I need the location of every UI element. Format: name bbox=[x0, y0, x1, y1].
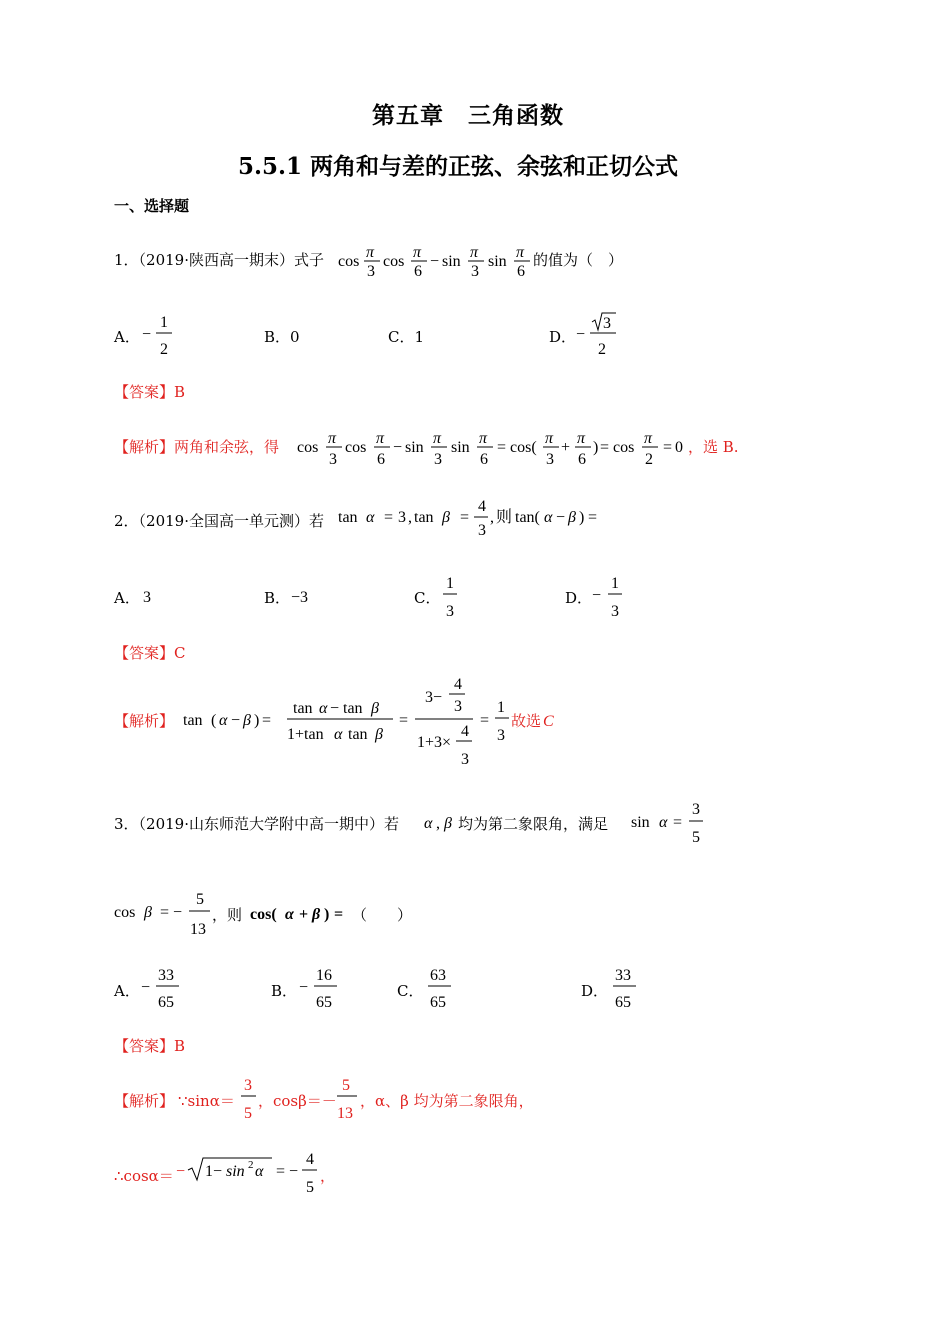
svg-text:+: + bbox=[561, 439, 571, 456]
q3-line2-mid: ，则 bbox=[212, 906, 243, 924]
svg-text:=: = bbox=[673, 814, 683, 831]
svg-text:33: 33 bbox=[158, 967, 174, 984]
q3-analysis-line2-end: ， bbox=[320, 1167, 336, 1185]
svg-text:2: 2 bbox=[248, 1159, 254, 1171]
svg-text:3: 3 bbox=[329, 451, 337, 468]
svg-text:β: β bbox=[371, 700, 379, 717]
svg-text:): ) bbox=[593, 439, 599, 456]
svg-text:−: − bbox=[141, 979, 151, 996]
svg-text:−: − bbox=[176, 1163, 186, 1180]
svg-text:4: 4 bbox=[478, 498, 486, 515]
svg-text:π: π bbox=[516, 244, 525, 261]
svg-text:−3: −3 bbox=[291, 589, 309, 606]
svg-text:sin: sin bbox=[226, 1163, 245, 1180]
svg-text:6: 6 bbox=[414, 263, 422, 280]
svg-text:5: 5 bbox=[196, 891, 204, 908]
svg-text:3: 3 bbox=[471, 263, 479, 280]
svg-text:=: = bbox=[384, 509, 394, 526]
svg-text:tan(: tan( bbox=[515, 509, 540, 526]
svg-text:=: = bbox=[276, 1163, 286, 1180]
q1-option-a: A． bbox=[114, 328, 140, 346]
svg-text:33: 33 bbox=[615, 967, 631, 984]
svg-text:65: 65 bbox=[615, 994, 631, 1011]
svg-text:5: 5 bbox=[342, 1077, 350, 1094]
svg-text:tan: tan bbox=[414, 509, 434, 526]
q1-analysis-end: ，选 B. bbox=[688, 438, 739, 456]
svg-text:tan: tan bbox=[343, 700, 363, 717]
q2-option-a: A． bbox=[114, 589, 140, 607]
svg-text:6: 6 bbox=[578, 451, 586, 468]
q1-analysis-label: 【解析】两角和余弦，得 bbox=[114, 438, 280, 456]
svg-text:tan: tan bbox=[348, 726, 368, 743]
svg-text:β: β bbox=[144, 904, 152, 921]
svg-text:1+tan: 1+tan bbox=[287, 726, 324, 743]
svg-text:65: 65 bbox=[158, 994, 174, 1011]
svg-text:=: = bbox=[460, 509, 470, 526]
svg-text:3: 3 bbox=[478, 522, 486, 539]
q3-option-b: B． bbox=[271, 982, 298, 1000]
q2-analysis-end: 故选 bbox=[511, 712, 542, 730]
svg-text:cos: cos bbox=[297, 439, 319, 456]
q1-option-c: C．1 bbox=[388, 328, 425, 346]
svg-text:=: = bbox=[262, 712, 272, 729]
svg-text:−: − bbox=[299, 979, 309, 996]
svg-text:65: 65 bbox=[316, 994, 332, 1011]
svg-text:tan: tan bbox=[183, 712, 203, 729]
q1-expression bbox=[338, 240, 538, 280]
q3-option-a-math bbox=[141, 962, 187, 1014]
svg-text:则: 则 bbox=[496, 509, 513, 526]
svg-text:sin: sin bbox=[488, 253, 507, 270]
svg-text:−: − bbox=[142, 326, 152, 343]
svg-text:): ) bbox=[254, 712, 260, 729]
q2-analysis-end-math bbox=[543, 708, 563, 732]
svg-text:sin: sin bbox=[451, 439, 470, 456]
svg-text:π: π bbox=[328, 430, 337, 447]
q2-answer: 【答案】C bbox=[114, 644, 186, 662]
svg-text:α: α bbox=[659, 814, 668, 831]
svg-text:π: π bbox=[545, 430, 554, 447]
svg-text:−: − bbox=[576, 326, 586, 343]
svg-text:=: = bbox=[480, 712, 490, 729]
svg-text:): ) bbox=[579, 509, 585, 526]
svg-text:α: α bbox=[319, 700, 328, 717]
svg-text:3: 3 bbox=[461, 751, 469, 768]
svg-text:α: α bbox=[255, 1163, 264, 1180]
svg-text:,: , bbox=[436, 815, 440, 832]
q1-option-d: D． bbox=[549, 328, 577, 346]
svg-text:,: , bbox=[408, 509, 412, 526]
svg-text:=: = bbox=[334, 906, 344, 923]
svg-text:β: β bbox=[375, 726, 383, 743]
q2-analysis-label: 【解析】 bbox=[114, 712, 175, 730]
svg-text:3: 3 bbox=[497, 727, 505, 744]
q1-option-b: B．0 bbox=[264, 328, 300, 346]
svg-text:π: π bbox=[433, 430, 442, 447]
svg-text:3−: 3− bbox=[425, 689, 443, 706]
section-label: 一、选择题 bbox=[114, 197, 190, 215]
svg-text:β: β bbox=[442, 509, 450, 526]
q3-cos-math bbox=[114, 886, 224, 940]
q3-analysis-b: ，cosβ＝－ bbox=[258, 1092, 337, 1110]
svg-text:3: 3 bbox=[692, 801, 700, 818]
svg-text:cos: cos bbox=[383, 253, 405, 270]
svg-text:16: 16 bbox=[316, 967, 332, 984]
q2-option-c: C． bbox=[414, 589, 441, 607]
svg-text:−: − bbox=[289, 1163, 299, 1180]
svg-text:α: α bbox=[219, 712, 228, 729]
svg-text:−: − bbox=[393, 439, 403, 456]
q3-analysis-a: ∵sinα＝ bbox=[178, 1092, 235, 1110]
svg-text:α: α bbox=[334, 726, 343, 743]
svg-text:3: 3 bbox=[434, 451, 442, 468]
q3-analysis-label: 【解析】 bbox=[114, 1092, 175, 1110]
svg-text:C: C bbox=[543, 713, 554, 730]
svg-text:−: − bbox=[330, 700, 340, 717]
svg-text:(: ( bbox=[211, 712, 217, 729]
svg-text:0: 0 bbox=[675, 439, 683, 456]
svg-text:π: π bbox=[577, 430, 586, 447]
q3-option-c: C． bbox=[397, 982, 424, 1000]
q2-option-a-math bbox=[143, 584, 163, 608]
svg-text:β: β bbox=[444, 815, 452, 832]
q3-analysis-c: ，α、β 均为第二象限角， bbox=[360, 1092, 534, 1110]
svg-text:=: = bbox=[588, 509, 598, 526]
svg-text:3: 3 bbox=[244, 1077, 252, 1094]
svg-text:1: 1 bbox=[160, 314, 168, 331]
svg-text:π: π bbox=[376, 430, 385, 447]
svg-text:=: = bbox=[399, 712, 409, 729]
svg-text:1: 1 bbox=[611, 575, 619, 592]
svg-text:tan: tan bbox=[293, 700, 313, 717]
svg-text:cos: cos bbox=[338, 253, 360, 270]
svg-text:4: 4 bbox=[461, 723, 469, 740]
svg-text:1: 1 bbox=[497, 699, 505, 716]
svg-text:6: 6 bbox=[480, 451, 488, 468]
svg-text:cos: cos bbox=[114, 904, 136, 921]
svg-text:−: − bbox=[231, 712, 241, 729]
q3-option-d: D． bbox=[581, 982, 609, 1000]
svg-text:α: α bbox=[366, 509, 375, 526]
svg-text:4: 4 bbox=[306, 1151, 314, 1168]
q1-prefix: 1．（2019·陕西高一期末）式子 bbox=[114, 251, 324, 269]
svg-text:6: 6 bbox=[377, 451, 385, 468]
q2-expression bbox=[338, 498, 628, 544]
svg-text:α: α bbox=[544, 509, 553, 526]
svg-text:63: 63 bbox=[430, 967, 446, 984]
svg-text:π: π bbox=[644, 430, 653, 447]
q3-option-d-math bbox=[612, 962, 644, 1014]
q3-line2-end: （ ） bbox=[352, 906, 413, 924]
svg-text:π: π bbox=[366, 244, 375, 261]
svg-text:13: 13 bbox=[337, 1105, 353, 1122]
svg-text:6: 6 bbox=[517, 263, 525, 280]
svg-text:1−: 1− bbox=[205, 1163, 223, 1180]
svg-text:3: 3 bbox=[367, 263, 375, 280]
svg-text:α: α bbox=[285, 906, 294, 923]
svg-text:5: 5 bbox=[244, 1105, 252, 1122]
svg-text:3: 3 bbox=[546, 451, 554, 468]
svg-text:tan: tan bbox=[338, 509, 358, 526]
svg-text:=: = bbox=[663, 439, 673, 456]
svg-text:=: = bbox=[497, 439, 507, 456]
svg-text:3: 3 bbox=[611, 603, 619, 620]
q1-option-a-math bbox=[142, 310, 182, 358]
svg-text:2: 2 bbox=[645, 451, 653, 468]
svg-text:2: 2 bbox=[160, 341, 168, 358]
svg-text:−: − bbox=[556, 509, 566, 526]
svg-text:−: − bbox=[430, 253, 440, 270]
q1-analysis-math bbox=[297, 426, 717, 472]
svg-text:α: α bbox=[424, 815, 433, 832]
section-title: 5.5.1 两角和与差的正弦、余弦和正切公式 bbox=[238, 153, 679, 180]
svg-text:3: 3 bbox=[454, 698, 462, 715]
q2-option-b-math bbox=[291, 584, 321, 608]
q3-analysis-line2-start: ∴cosα＝ bbox=[114, 1167, 174, 1185]
q2-option-c-math bbox=[442, 572, 466, 620]
svg-text:5: 5 bbox=[692, 829, 700, 846]
svg-text:π: π bbox=[470, 244, 479, 261]
q3-option-b-math bbox=[299, 962, 345, 1014]
svg-text:π: π bbox=[479, 430, 488, 447]
svg-text:cos: cos bbox=[345, 439, 367, 456]
svg-text:3: 3 bbox=[143, 589, 151, 606]
q2-option-d: D． bbox=[565, 589, 593, 607]
q3-option-a: A． bbox=[114, 982, 140, 1000]
svg-text:=: = bbox=[600, 439, 610, 456]
svg-text:3: 3 bbox=[603, 315, 611, 332]
q3-sin-math bbox=[631, 797, 711, 849]
svg-text:2: 2 bbox=[598, 341, 606, 358]
svg-text:+: + bbox=[299, 906, 309, 923]
svg-text:β: β bbox=[243, 712, 251, 729]
svg-text:sin: sin bbox=[405, 439, 424, 456]
q1-answer: 【答案】B bbox=[114, 383, 186, 401]
svg-text:sin: sin bbox=[442, 253, 461, 270]
svg-text:cos(: cos( bbox=[250, 906, 277, 923]
svg-text:5: 5 bbox=[306, 1179, 314, 1196]
svg-text:cos(: cos( bbox=[510, 439, 537, 456]
svg-text:65: 65 bbox=[430, 994, 446, 1011]
svg-text:cos: cos bbox=[613, 439, 635, 456]
svg-text:−: − bbox=[592, 587, 602, 604]
q2-option-d-math bbox=[592, 572, 628, 620]
svg-text:=: = bbox=[160, 904, 170, 921]
svg-text:sin: sin bbox=[631, 814, 650, 831]
svg-text:β: β bbox=[312, 906, 321, 923]
q2-option-b: B． bbox=[264, 589, 291, 607]
q3-answer: 【答案】B bbox=[114, 1037, 186, 1055]
svg-text:4: 4 bbox=[454, 676, 462, 693]
q2-prefix: 2．（2019·全国高一单元测）若 bbox=[114, 512, 324, 530]
svg-text:π: π bbox=[413, 244, 422, 261]
svg-text:1+3×: 1+3× bbox=[417, 734, 452, 751]
svg-text:3: 3 bbox=[446, 603, 454, 620]
svg-text:−: − bbox=[173, 904, 183, 921]
q3-option-c-math bbox=[427, 962, 459, 1014]
q3-prefix: 3．（2019·山东师范大学附中高一期中）若 bbox=[114, 815, 399, 833]
svg-text:13: 13 bbox=[190, 921, 206, 938]
svg-text:): ) bbox=[324, 906, 330, 923]
svg-text:1: 1 bbox=[446, 575, 454, 592]
q1-suffix: 的值为（ ） bbox=[533, 251, 624, 269]
q1-option-d-math bbox=[576, 310, 626, 358]
q3-mid: 均为第二象限角，满足 bbox=[458, 815, 609, 833]
svg-text:,: , bbox=[490, 509, 494, 526]
svg-text:3: 3 bbox=[398, 509, 406, 526]
chapter-title: 第五章 三角函数 bbox=[372, 102, 564, 129]
svg-text:β: β bbox=[568, 509, 576, 526]
